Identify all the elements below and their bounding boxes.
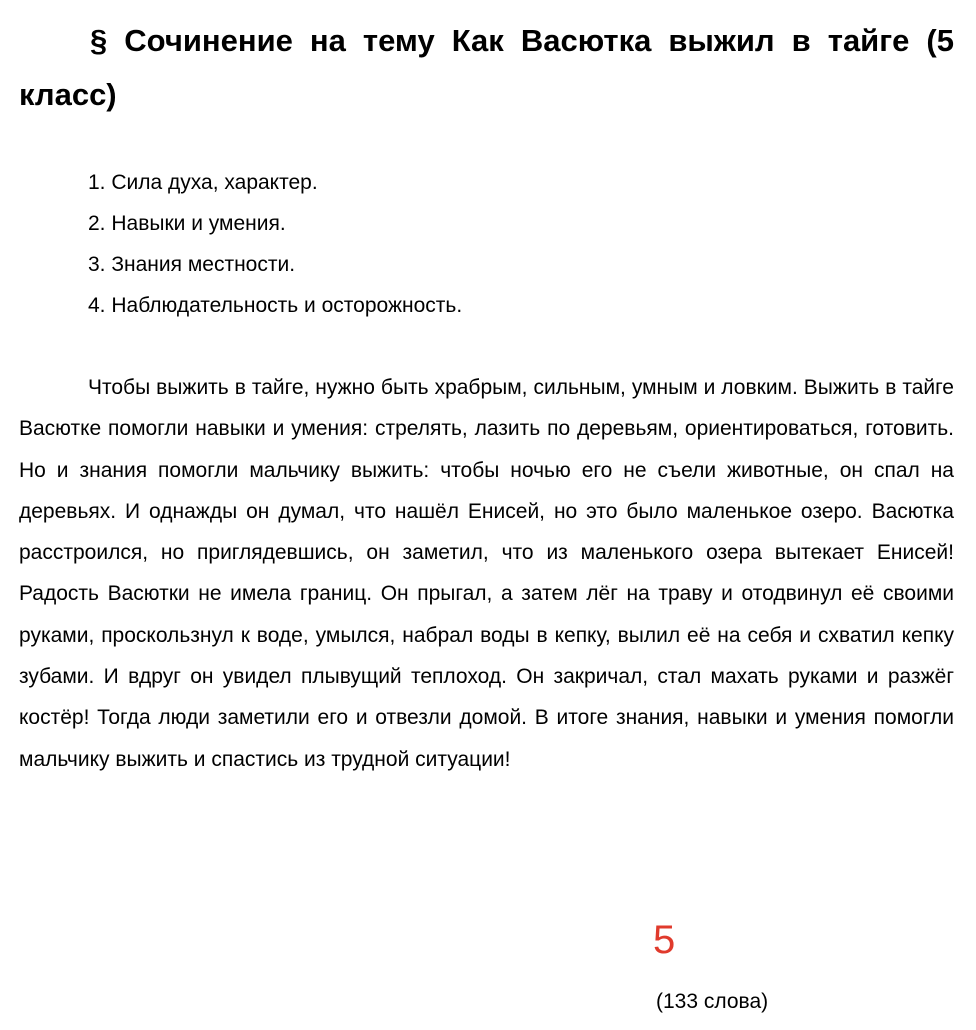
grade-mark: 5 (653, 918, 676, 962)
outline-item: 3. Знания местности. (88, 253, 296, 276)
word-count: (133 слова) (656, 990, 769, 1013)
essay-body: Чтобы выжить в тайге, нужно быть храбрым, сильным, умным и ловким. Выжить в тайге Васютке помогли навыки и умения: стрелять, лазить по деревьям, ориентироваться, готовить. Но и знания помогли мальчику выжить: чтобы ночью его не съели животные, он спал на деревьях. И однажды он думал, что нашёл Енисей, но это было маленькое озеро. Васютка расстроился, но приглядевшись, он заметил, что из маленького озера вытекает Енисей! Радость Васютки не имела границ. Он прыгал, а затем лёг на траву и отодвинул её своими руками, проскользнул к воде, умылся, набрал воды в кепку, вылил её на себя и схватил кепку зубами. И вдруг он увидел плывущий теплоход. Он закричал, стал махать руками и разжёг костёр! Тогда люди заметили его и отвезли домой. В итоге знания, навыки и умения помогли мальчику выжить и спастись из трудной ситуации! (19, 376, 954, 771)
essay-outline (88, 162, 462, 326)
outline-item: 1. Сила духа, характер. (88, 171, 318, 194)
outline-item: 4. Наблюдательность и осторожность. (88, 294, 463, 317)
document-title: § Сочинение на тему Как Васютка выжил в тайге (5 класс) (19, 23, 954, 112)
outline-item: 2. Навыки и умения. (88, 212, 286, 235)
